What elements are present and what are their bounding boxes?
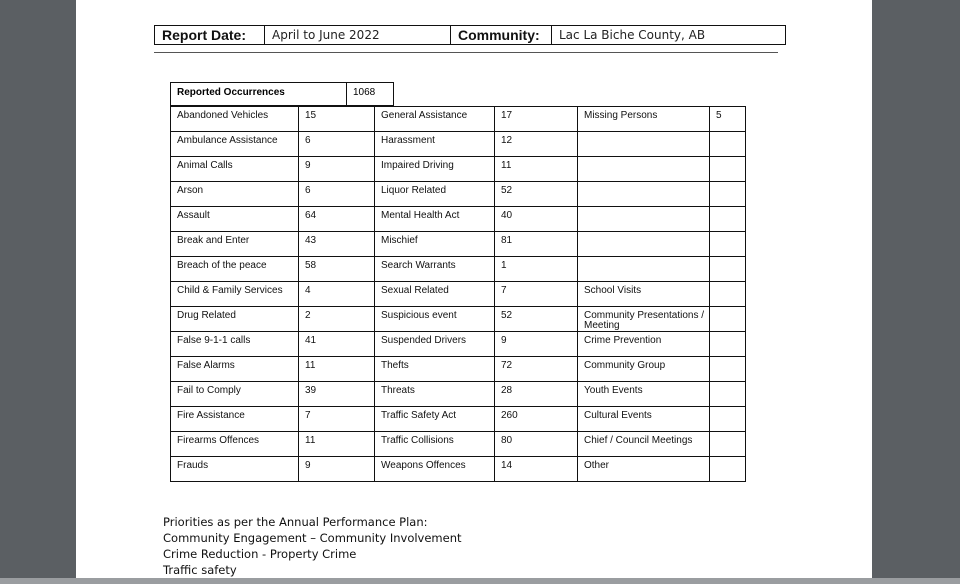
category-count: 11 bbox=[299, 357, 375, 382]
table-row bbox=[171, 432, 746, 457]
category-count: 11 bbox=[495, 157, 578, 182]
report-date-value: April to June 2022 bbox=[272, 28, 380, 42]
document-page bbox=[76, 0, 872, 584]
category-label: Mental Health Act bbox=[375, 207, 495, 232]
category-count: 11 bbox=[299, 432, 375, 457]
table-row bbox=[171, 207, 746, 232]
category-count bbox=[710, 332, 746, 357]
category-label bbox=[578, 157, 710, 182]
table-row bbox=[171, 307, 746, 332]
category-label: Search Warrants bbox=[375, 257, 495, 282]
table-row bbox=[171, 407, 746, 432]
category-count bbox=[710, 132, 746, 157]
category-label: Impaired Driving bbox=[375, 157, 495, 182]
category-count: 6 bbox=[299, 182, 375, 207]
category-label: Traffic Safety Act bbox=[375, 407, 495, 432]
category-label: Frauds bbox=[171, 457, 299, 482]
category-count: 7 bbox=[495, 282, 578, 307]
reported-occurrences-value: 1068 bbox=[353, 87, 376, 98]
category-label: Suspended Drivers bbox=[375, 332, 495, 357]
category-label: Break and Enter bbox=[171, 232, 299, 257]
report-date-label: Report Date: bbox=[162, 27, 247, 43]
category-count bbox=[710, 157, 746, 182]
table-row bbox=[171, 257, 746, 282]
report-header bbox=[154, 25, 786, 45]
category-count bbox=[710, 282, 746, 307]
reported-occurrences-box bbox=[170, 82, 394, 106]
category-label: Chief / Council Meetings bbox=[578, 432, 710, 457]
category-count bbox=[710, 207, 746, 232]
table-row bbox=[171, 382, 746, 407]
category-label: Abandoned Vehicles bbox=[171, 107, 299, 132]
category-label: Fire Assistance bbox=[171, 407, 299, 432]
category-count: 43 bbox=[299, 232, 375, 257]
category-count: 7 bbox=[299, 407, 375, 432]
table-row bbox=[171, 332, 746, 357]
category-label: Missing Persons bbox=[578, 107, 710, 132]
category-count: 52 bbox=[495, 307, 578, 332]
category-label: False 9-1-1 calls bbox=[171, 332, 299, 357]
category-count: 9 bbox=[299, 457, 375, 482]
header-divider bbox=[154, 52, 778, 53]
category-label: Fail to Comply bbox=[171, 382, 299, 407]
category-label: Sexual Related bbox=[375, 282, 495, 307]
category-label: Cultural Events bbox=[578, 407, 710, 432]
table-row bbox=[171, 282, 746, 307]
category-count: 1 bbox=[495, 257, 578, 282]
priority-item: Crime Reduction - Property Crime bbox=[163, 547, 357, 561]
category-count: 260 bbox=[495, 407, 578, 432]
table-row bbox=[171, 182, 746, 207]
category-count bbox=[710, 182, 746, 207]
category-count: 81 bbox=[495, 232, 578, 257]
community-value-cell bbox=[552, 26, 785, 44]
report-date-value-cell bbox=[265, 26, 451, 44]
category-label: Other bbox=[578, 457, 710, 482]
category-count: 9 bbox=[299, 157, 375, 182]
category-label: Traffic Collisions bbox=[375, 432, 495, 457]
table-row bbox=[171, 107, 746, 132]
category-count: 17 bbox=[495, 107, 578, 132]
category-count: 40 bbox=[495, 207, 578, 232]
category-label: Thefts bbox=[375, 357, 495, 382]
category-label: Assault bbox=[171, 207, 299, 232]
category-count: 9 bbox=[495, 332, 578, 357]
table-row bbox=[171, 157, 746, 182]
category-label bbox=[578, 232, 710, 257]
category-count bbox=[710, 407, 746, 432]
category-label: Firearms Offences bbox=[171, 432, 299, 457]
category-count: 15 bbox=[299, 107, 375, 132]
category-count: 58 bbox=[299, 257, 375, 282]
priority-item: Traffic safety bbox=[163, 563, 237, 577]
table-row bbox=[171, 357, 746, 382]
community-value: Lac La Biche County, AB bbox=[559, 28, 706, 42]
category-count: 64 bbox=[299, 207, 375, 232]
category-label: General Assistance bbox=[375, 107, 495, 132]
category-count bbox=[710, 357, 746, 382]
category-count: 41 bbox=[299, 332, 375, 357]
category-label bbox=[578, 207, 710, 232]
category-count: 52 bbox=[495, 182, 578, 207]
report-date-label-cell bbox=[155, 26, 265, 44]
community-label: Community: bbox=[458, 27, 540, 43]
category-count: 28 bbox=[495, 382, 578, 407]
category-count: 6 bbox=[299, 132, 375, 157]
category-label: Weapons Offences bbox=[375, 457, 495, 482]
category-count bbox=[710, 382, 746, 407]
category-count bbox=[710, 307, 746, 332]
category-count: 14 bbox=[495, 457, 578, 482]
table-row bbox=[171, 457, 746, 482]
priority-item: Community Engagement – Community Involvement bbox=[163, 531, 462, 545]
category-label: Animal Calls bbox=[171, 157, 299, 182]
category-label: Community Presentations / Meeting bbox=[578, 307, 710, 332]
category-label: Arson bbox=[171, 182, 299, 207]
category-count bbox=[710, 432, 746, 457]
category-label: Breach of the peace bbox=[171, 257, 299, 282]
category-count: 72 bbox=[495, 357, 578, 382]
category-label: Threats bbox=[375, 382, 495, 407]
category-count bbox=[710, 257, 746, 282]
category-count: 2 bbox=[299, 307, 375, 332]
category-label: Harassment bbox=[375, 132, 495, 157]
category-label: Ambulance Assistance bbox=[171, 132, 299, 157]
table-row bbox=[171, 232, 746, 257]
category-count: 4 bbox=[299, 282, 375, 307]
category-label: Liquor Related bbox=[375, 182, 495, 207]
occurrences-table bbox=[170, 106, 746, 482]
priorities-title: Priorities as per the Annual Performance Plan: bbox=[163, 515, 428, 529]
category-count bbox=[710, 232, 746, 257]
category-label bbox=[578, 182, 710, 207]
category-count: 80 bbox=[495, 432, 578, 457]
viewer-bottom-bar bbox=[0, 578, 960, 584]
category-label: School Visits bbox=[578, 282, 710, 307]
reported-occurrences-label: Reported Occurrences bbox=[171, 83, 347, 105]
category-label: Mischief bbox=[375, 232, 495, 257]
category-label: Crime Prevention bbox=[578, 332, 710, 357]
category-label: Child & Family Services bbox=[171, 282, 299, 307]
category-label: Drug Related bbox=[171, 307, 299, 332]
community-label-cell bbox=[451, 26, 552, 44]
priorities-section bbox=[163, 514, 663, 578]
category-count: 12 bbox=[495, 132, 578, 157]
category-label: Community Group bbox=[578, 357, 710, 382]
category-count: 39 bbox=[299, 382, 375, 407]
category-label: False Alarms bbox=[171, 357, 299, 382]
category-count: 5 bbox=[710, 107, 746, 132]
category-label bbox=[578, 132, 710, 157]
category-label: Youth Events bbox=[578, 382, 710, 407]
category-label bbox=[578, 257, 710, 282]
table-row bbox=[171, 132, 746, 157]
category-label: Suspicious event bbox=[375, 307, 495, 332]
category-count bbox=[710, 457, 746, 482]
